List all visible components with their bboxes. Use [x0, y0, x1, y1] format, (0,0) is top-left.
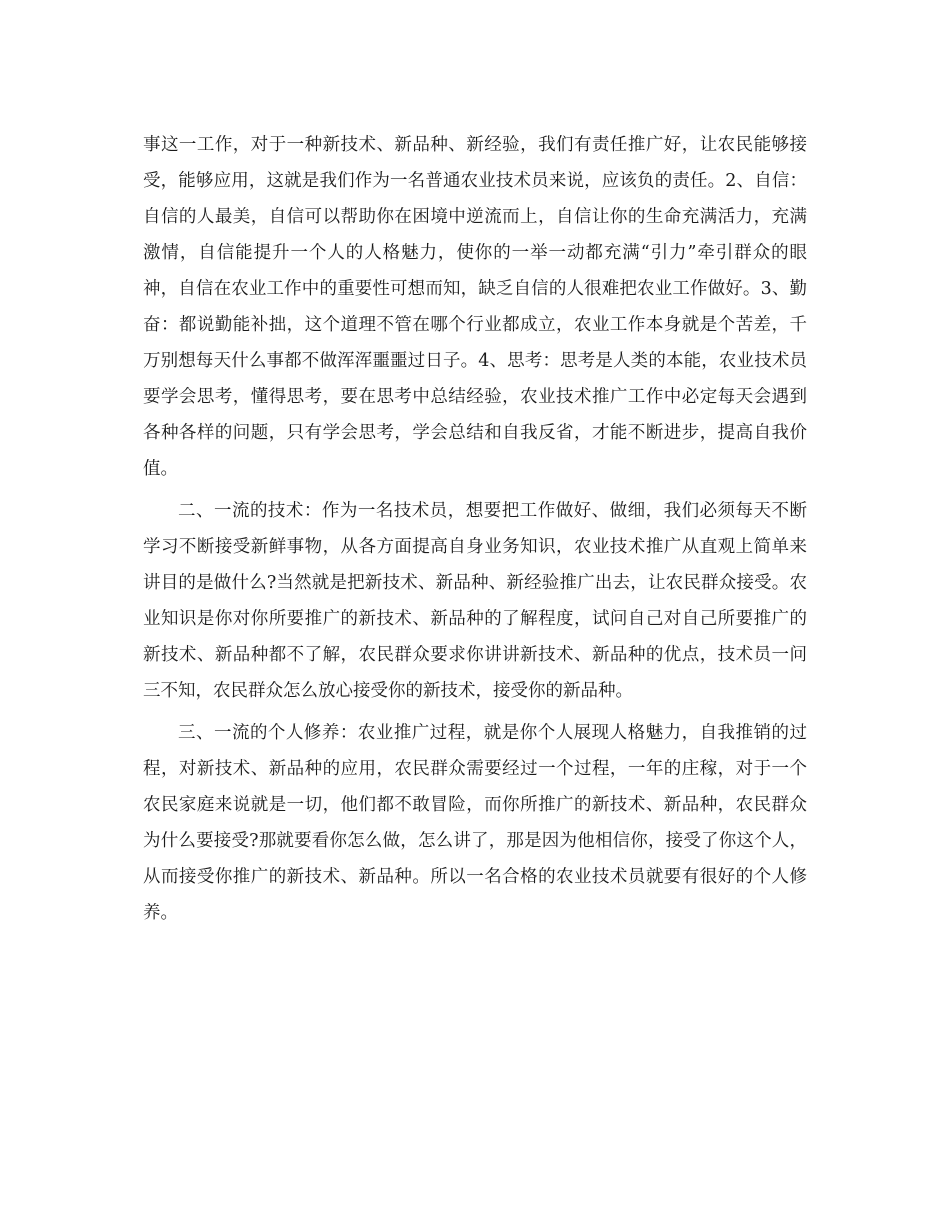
paragraph-technology: 二、一流的技术：作为一名技术员，想要把工作做好、做细，我们必须每天不断学习不断接受新鲜事物，从各方面提高自身业务知识，农业技术推广从直观上简单来讲目的是做什么?当然就是把新技术、新品种、新经验推广出去，让农民群众接受。农业知识是你对你所要推广的新技术、新品种的了解程度，试问自己对自己所要推广的新技术、新品种都不了解，农民群众要求你讲讲新技术、新品种的优点，技术员一问三不知，农民群众怎么放心接受你的新技术，接受你的新品种。: [143, 501, 807, 701]
document-body: [143, 127, 807, 931]
paragraph-personal-cultivation: 三、一流的个人修养：农业推广过程，就是你个人展现人格魅力，自我推销的过程，对新技术、新品种的应用，农民群众需要经过一个过程，一年的庄稼，对于一个农民家庭来说就是一切，他们都不敢冒险，而你所推广的新技术、新品种，农民群众为什么要接受?那就要看你怎么做，怎么讲了，那是因为他相信你，接受了你这个人，从而接受你推广的新技术、新品种。所以一名合格的农业技术员就要有很好的个人修养。: [143, 723, 807, 923]
paragraph-continuation: 事这一工作，对于一种新技术、新品种、新经验，我们有责任推广好，让农民能够接受，能够应用，这就是我们作为一名普通农业技术员来说，应该负的责任。2、自信：自信的人最美，自信可以帮助你在困境中逆流而上，自信让你的生命充满活力，充满激情，自信能提升一个人的人格魅力，使你的一举一动都充满“引力”牵引群众的眼神，自信在农业工作中的重要性可想而知，缺乏自信的人很难把农业工作做好。3、勤奋：都说勤能补拙，这个道理不管在哪个行业都成立，农业工作本身就是个苦差，千万别想每天什么事都不做浑浑噩噩过日子。4、思考：思考是人类的本能，农业技术员要学会思考，懂得思考，要在思考中总结经验，农业技术推广工作中必定每天会遇到各种各样的问题，只有学会思考，学会总结和自我反省，才能不断进步，提高自我价值。: [143, 135, 807, 479]
